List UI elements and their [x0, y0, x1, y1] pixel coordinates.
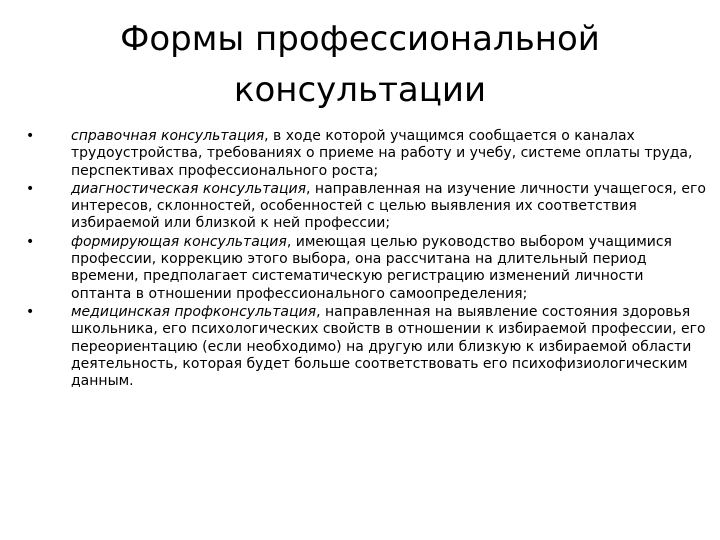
slide-title-line-2: консультации: [233, 70, 487, 110]
bullet-icon: •: [26, 303, 35, 320]
item-term: медицинская профконсультация: [71, 303, 317, 320]
item-term: диагностическая консультация: [71, 180, 307, 197]
item-term: формирующая консультация: [71, 233, 287, 250]
bullet-icon: •: [26, 128, 35, 144]
list-item: [26, 234, 706, 303]
item-term: справочная консультация: [71, 128, 265, 144]
item-text: , направленная на изучение личности учащегося, его интересов, склонностей, особенностей с целью выявления их соответствия избираемой или близкой к ней профессии;: [71, 180, 706, 232]
bullet-list: [26, 128, 706, 391]
list-item: [26, 304, 706, 390]
list-item: [26, 128, 706, 180]
slide-title-line-1: Формы профессиональной: [120, 19, 600, 59]
item-text: , имеющая целью руководство выбором учащимися профессии, коррекцию этого выбора, она рассчитана на длительный период времени, предполагает систематическую регистрацию изменений личности оптанта в отношении профессионального самоопределения;: [71, 233, 672, 302]
slide-title: [60, 14, 660, 116]
bullet-icon: •: [26, 180, 35, 197]
item-text: , в ходе которой учащимся сообщается о каналах трудоустройства, требованиях о приеме на работу и учебу, системе оплаты труда, перспективах профессионального роста;: [71, 128, 693, 179]
bullet-icon: •: [26, 233, 35, 250]
list-item: [26, 181, 706, 233]
item-text: , направленная на выявление состояния здоровья школьника, его психологических свойств в отношении к избираемой профессии, его переориентацию (если необходимо) на другую или близкую к избираемой области деятельность, которая будет больше соответствовать его психофизиологическим данным.: [71, 303, 706, 390]
